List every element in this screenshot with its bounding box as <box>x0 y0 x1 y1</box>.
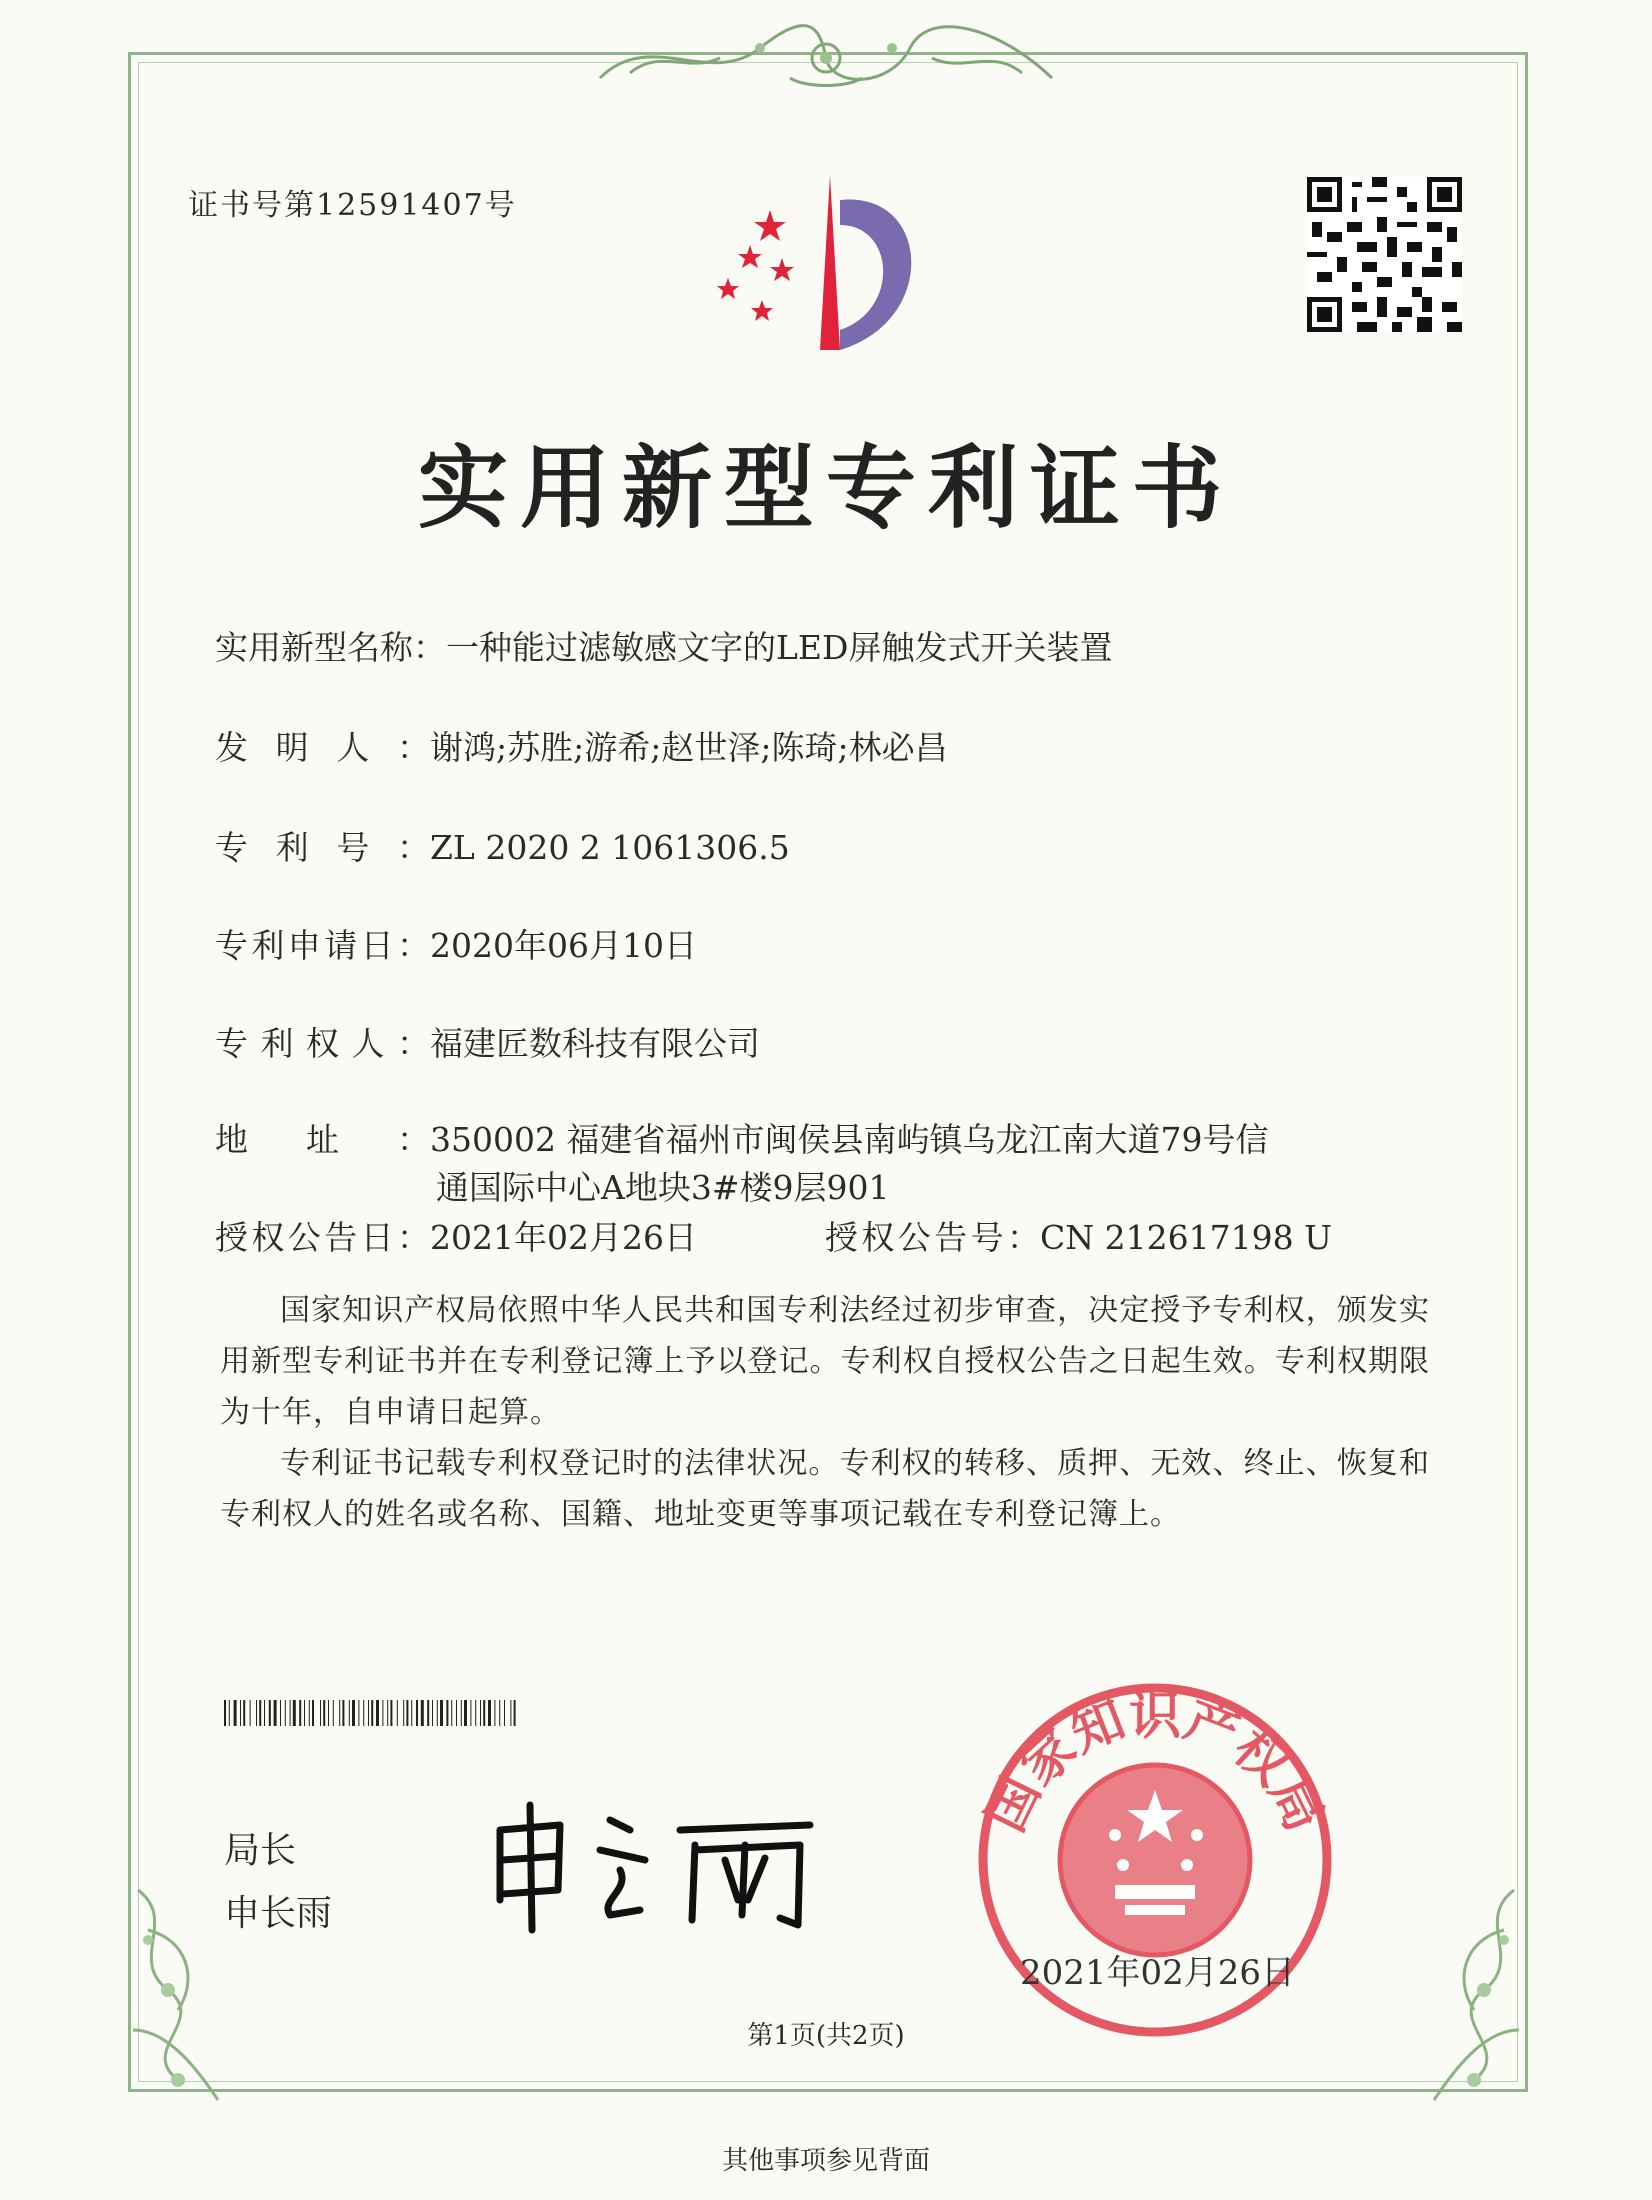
barcode-bar <box>427 1700 429 1726</box>
signatory-name: 申长雨 <box>224 1893 333 1934</box>
qr-code <box>1307 177 1462 332</box>
barcode-bar <box>382 1700 383 1726</box>
barcode-bar <box>358 1700 359 1726</box>
row-filing-date <box>215 920 697 967</box>
seal-text: 国家知识产权局 <box>975 1685 1335 1841</box>
barcode-bar <box>403 1700 404 1726</box>
statement-paragraph-2: 专利证书记载专利权登记时的法律状况。专利权的转移、质押、无效、终止、恢复和专利权人的姓名或名称、国籍、地址变更等事项记载在专利登记簿上。 <box>220 1446 1430 1532</box>
barcode-bar <box>406 1700 408 1726</box>
barcode-bar <box>432 1700 433 1726</box>
filing-date-value: 2020年06月10日 <box>430 926 697 965</box>
back-note: 其他事项参见背面 <box>721 2146 930 2176</box>
barcode-bar <box>446 1700 448 1726</box>
barcode-bar <box>342 1700 344 1726</box>
barcode-bar <box>243 1700 245 1726</box>
barcode-bar <box>390 1700 392 1726</box>
grant-number-value: CN 212617198 U <box>1040 1218 1332 1257</box>
inventor-label: 发明人： <box>215 728 430 767</box>
barcode-bar <box>240 1700 241 1726</box>
barcode-bar <box>470 1700 471 1726</box>
page-indicator: 第1页(共2页) <box>747 2021 905 2051</box>
barcode-bar <box>510 1700 511 1726</box>
inventor-value: 谢鸿;苏胜;游希;赵世泽;陈琦;林必昌 <box>430 728 948 767</box>
barcode-bar <box>304 1700 305 1726</box>
bottom-right-ornament <box>1404 1880 1534 2110</box>
barcode-bar <box>499 1700 500 1726</box>
address-line-1: 350002 福建省福州市闽侯县南屿镇乌龙江南大道79号信 <box>430 1120 1269 1159</box>
barcode-bar <box>397 1700 398 1726</box>
barcode-bar <box>229 1700 230 1726</box>
barcode-bar <box>488 1700 491 1726</box>
barcode-bar <box>264 1700 265 1726</box>
barcode-bar <box>368 1700 369 1726</box>
patentee-value: 福建匠数科技有限公司 <box>430 1024 760 1063</box>
cnipa-logo-icon <box>700 170 950 360</box>
barcode-bar <box>451 1700 452 1726</box>
barcode-bar <box>349 1700 350 1726</box>
certificate-number: 证书号第12591407号 <box>188 188 517 223</box>
address-label: 地址： <box>215 1120 430 1159</box>
barcode-bar <box>309 1700 310 1726</box>
barcode <box>224 1700 632 1726</box>
barcode-bar <box>323 1700 325 1726</box>
barcode-bar <box>504 1700 505 1726</box>
barcode-bar <box>483 1700 485 1726</box>
utility-model-name-label: 实用新型名称： <box>215 628 446 667</box>
patent-number-label: 专利号： <box>215 828 430 867</box>
barcode-bar <box>411 1700 412 1726</box>
barcode-bar <box>416 1700 418 1726</box>
barcode-bar <box>320 1700 321 1726</box>
barcode-bar <box>371 1700 373 1726</box>
row-patentee <box>215 1018 760 1065</box>
barcode-bar <box>259 1700 261 1726</box>
row-grant-date <box>215 1212 697 1259</box>
top-ornament <box>590 18 1062 98</box>
barcode-bar <box>293 1700 296 1726</box>
barcode-bar <box>376 1700 379 1726</box>
seal-date: 2021年02月26日 <box>1020 1953 1296 1993</box>
row-patent-number <box>215 822 790 869</box>
barcode-bar <box>280 1700 281 1726</box>
barcode-bar <box>421 1700 424 1726</box>
barcode-bar <box>290 1700 291 1726</box>
certificate-title: 实用新型专利证书 <box>418 435 1234 541</box>
handwritten-signature <box>480 1790 840 1940</box>
barcode-bar <box>339 1700 340 1726</box>
barcode-bar <box>480 1700 481 1726</box>
filing-date-label: 专利申请日： <box>215 926 430 965</box>
barcode-bar <box>440 1700 443 1726</box>
row-utility-model-name <box>215 622 1112 669</box>
barcode-bar <box>234 1700 237 1726</box>
patentee-label: 专利权人： <box>215 1024 430 1063</box>
barcode-bar <box>269 1700 271 1726</box>
barcode-bar <box>285 1700 286 1726</box>
grant-number-label: 授权公告号： <box>825 1218 1040 1257</box>
barcode-bar <box>224 1700 226 1726</box>
barcode-bar <box>352 1700 355 1726</box>
patent-number-value: ZL 2020 2 1061306.5 <box>430 828 790 867</box>
signatory-title: 局长 <box>224 1830 297 1871</box>
barcode-bar <box>333 1700 334 1726</box>
barcode-bar <box>274 1700 277 1726</box>
row-inventors <box>215 722 948 769</box>
utility-model-name-value: 一种能过滤敏感文字的LED屏触发式开关装置 <box>446 628 1113 667</box>
address-line-2: 通国际中心A地块3#楼9层901 <box>436 1168 890 1207</box>
barcode-bar <box>464 1700 467 1726</box>
barcode-bar <box>387 1700 388 1726</box>
barcode-bar <box>250 1700 251 1726</box>
barcode-bar <box>456 1700 457 1726</box>
statement-paragraph-1: 国家知识产权局依照中华人民共和国专利法经过初步审查，决定授予专利权，颁发实用新型专利证书并在专利登记簿上予以登记。专利权自授权公告之日起生效。专利权期限为十年，自申请日起算。 <box>220 1293 1430 1430</box>
barcode-bar <box>475 1700 476 1726</box>
row-address <box>215 1114 1268 1161</box>
barcode-bar <box>328 1700 329 1726</box>
barcode-bar <box>514 1700 516 1726</box>
barcode-bar <box>363 1700 364 1726</box>
barcode-bar <box>299 1700 301 1726</box>
grant-date-label: 授权公告日： <box>215 1218 430 1257</box>
row-grant-number <box>825 1212 1332 1259</box>
barcode-bar <box>461 1700 462 1726</box>
barcode-bar <box>256 1700 257 1726</box>
grant-date-value: 2021年02月26日 <box>430 1218 697 1257</box>
barcode-bar <box>494 1700 495 1726</box>
barcode-bar <box>437 1700 438 1726</box>
barcode-bar <box>312 1700 314 1726</box>
